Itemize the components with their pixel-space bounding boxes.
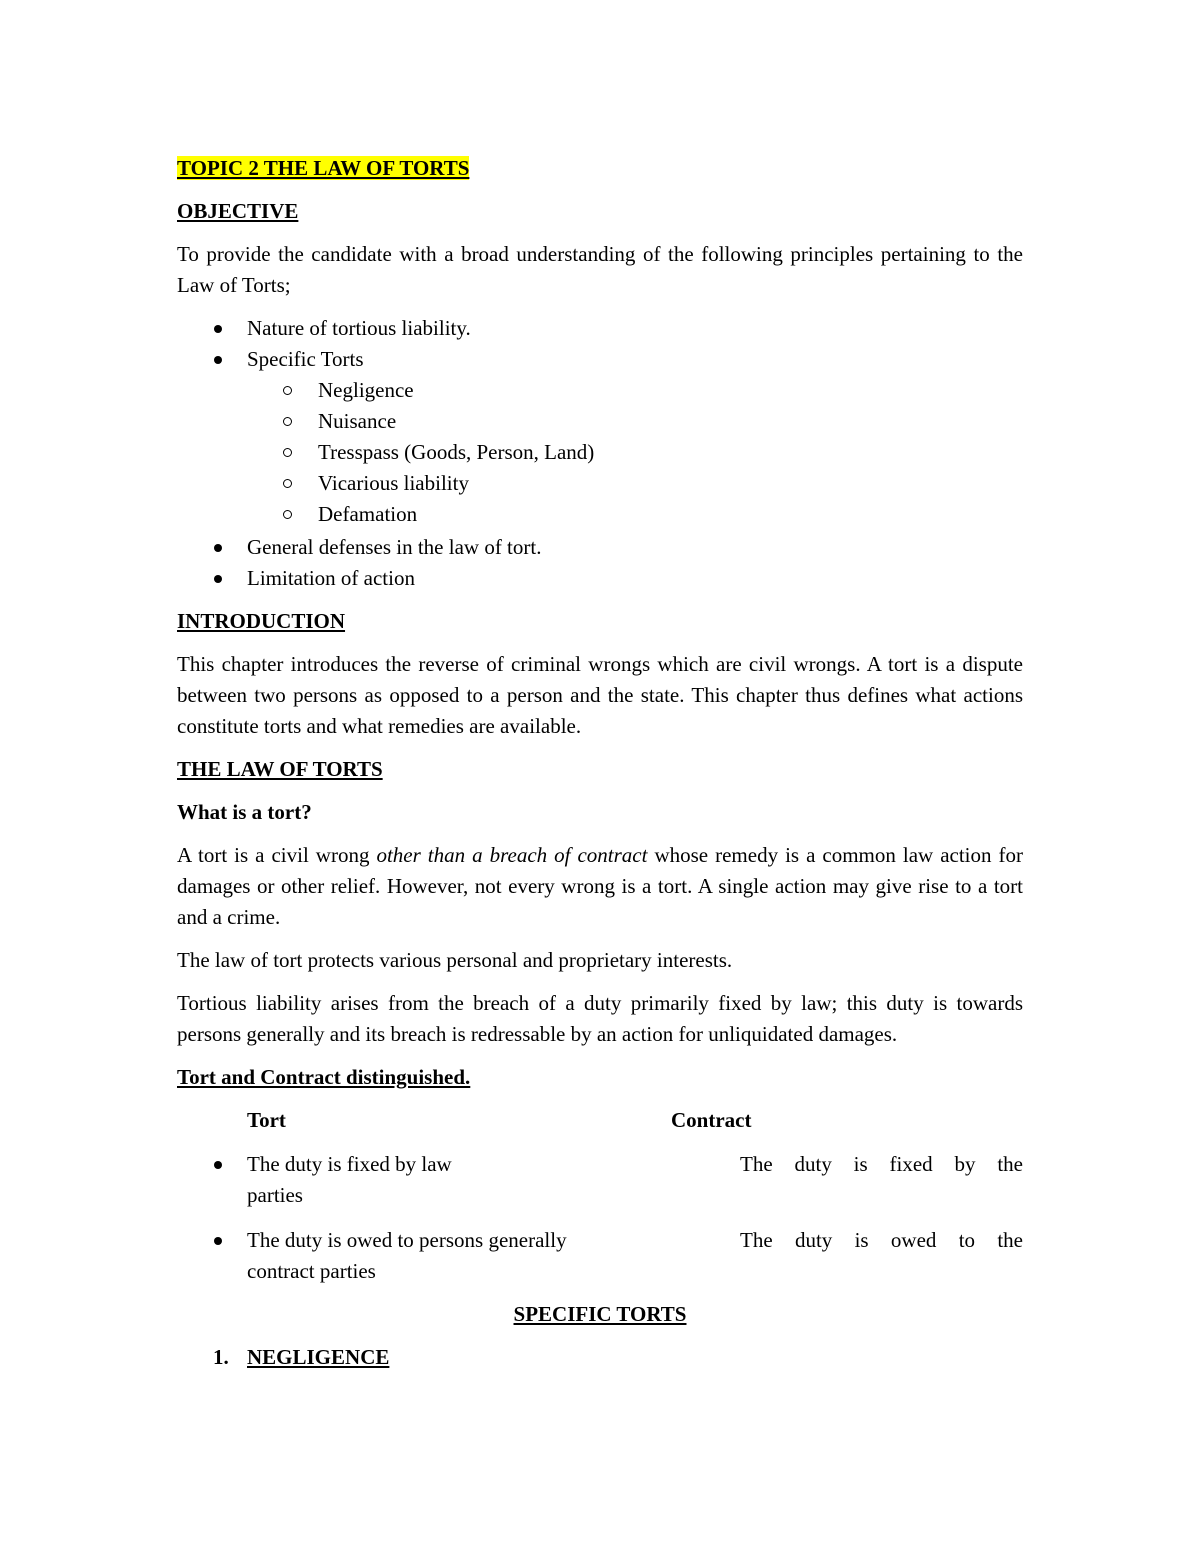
topic-title: TOPIC 2 THE LAW OF TORTS [177, 156, 470, 180]
list-item: Specific Torts Negligence Nuisance Tresspass (Goods, Person, Land) Vicarious liability Defamation [177, 344, 1023, 530]
contract-cell-continuation: contract parties [247, 1259, 376, 1283]
contract-column-header: Contract [671, 1108, 752, 1132]
topic-title-line [177, 153, 1023, 184]
list-item: Limitation of action [177, 563, 1023, 594]
sub-list-item: Tresspass (Goods, Person, Land) [177, 437, 1023, 468]
section-title: NEGLIGENCE [247, 1345, 390, 1369]
sub-list-item: Negligence [177, 375, 1023, 406]
sub-list-item: Vicarious liability [177, 468, 1023, 499]
contract-cell: The duty is owed to the [740, 1228, 1023, 1252]
sub-list-item: Nuisance [177, 406, 1023, 437]
comparison-row [177, 1225, 1023, 1287]
tort-cell: The duty is fixed by law [247, 1152, 452, 1176]
what-is-tort-question: What is a tort? [177, 800, 312, 824]
document-body [177, 153, 1023, 1373]
tort-cell: The duty is owed to persons generally [247, 1228, 567, 1252]
tortious-liability-text: Tortious liability arises from the breach of a duty primarily fixed by law; this duty is towards persons generally and its breach is redressable by an action for unliquidated damages. [177, 991, 1023, 1046]
bullet-icon [214, 544, 222, 552]
comparison-row [177, 1149, 1023, 1211]
bullet-icon [214, 356, 222, 364]
specific-torts-heading-line [177, 1299, 1023, 1330]
distinguished-heading: Tort and Contract distinguished. [177, 1065, 471, 1089]
negligence-heading [177, 1342, 1023, 1373]
tort-definition: A tort is a civil wrong other than a breach of contract whose remedy is a common law action for damages or other relief. However, not every wrong is a tort. A single action may give rise to a tort and a crime. [177, 843, 1023, 929]
circle-bullet-icon [283, 417, 292, 426]
objective-heading: OBJECTIVE [177, 199, 299, 223]
objective-list [177, 313, 1023, 594]
comparison-header [177, 1105, 1023, 1136]
specific-torts-sublist [247, 375, 1023, 530]
specific-torts-heading: SPECIFIC TORTS [513, 1302, 687, 1326]
section-number: 1. [213, 1345, 229, 1369]
list-item: Nature of tortious liability. [177, 313, 1023, 344]
law-of-torts-heading: THE LAW OF TORTS [177, 757, 383, 781]
circle-bullet-icon [283, 510, 292, 519]
sub-list-item: Defamation [177, 499, 1023, 530]
circle-bullet-icon [283, 386, 292, 395]
circle-bullet-icon [283, 479, 292, 488]
contract-cell-continuation: parties [247, 1183, 303, 1207]
bullet-icon [214, 575, 222, 583]
list-item: General defenses in the law of tort. [177, 532, 1023, 563]
objective-intro: To provide the candidate with a broad understanding of the following principles pertaining to the Law of Torts; [177, 242, 1023, 297]
definition-emphasis: other than a breach of contract [376, 843, 648, 867]
bullet-icon [214, 325, 222, 333]
tort-protects-text: The law of tort protects various personal and proprietary interests. [177, 948, 733, 972]
introduction-heading: INTRODUCTION [177, 609, 346, 633]
introduction-text: This chapter introduces the reverse of criminal wrongs which are civil wrongs. A tort is a dispute between two persons as opposed to a person and the state. This chapter thus defines what actions constitute torts and what remedies are available. [177, 652, 1023, 738]
circle-bullet-icon [283, 448, 292, 457]
tort-column-header: Tort [247, 1108, 286, 1132]
contract-cell: The duty is fixed by the [740, 1152, 1023, 1176]
